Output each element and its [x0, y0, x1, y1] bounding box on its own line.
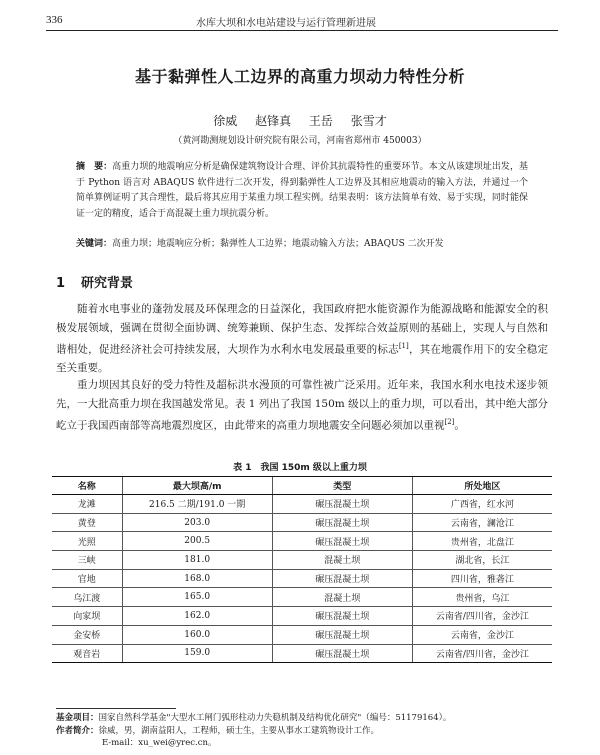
table-row — [52, 607, 552, 626]
table-row — [52, 513, 552, 532]
table-cell: 216.5 二期/191.0 一期 — [122, 495, 272, 514]
table-header-cell: 名称 — [52, 477, 122, 495]
paragraph-text: 。 — [454, 419, 465, 432]
table-cell: 光照 — [52, 532, 122, 551]
table-cell: 碾压混凝土坝 — [272, 532, 412, 551]
author-note — [56, 725, 556, 738]
citation-ref: [1] — [398, 342, 409, 351]
keywords — [76, 237, 546, 251]
page-number: 336 — [46, 14, 63, 26]
footnote — [56, 712, 556, 750]
table-cell: 碾压混凝土坝 — [272, 644, 412, 663]
abstract — [76, 160, 528, 222]
table-cell: 云南省，金沙江 — [412, 625, 552, 644]
fund-text: 国家自然科学基金"大型水工闸门弧形柱动力失稳机制及结构优化研究"（编号：51179164）。 — [98, 713, 452, 723]
table-cell: 向家坝 — [52, 607, 122, 626]
paragraph-text: 重力坝因其良好的受力特性及超标洪水漫顶的可靠性被广泛采用。近年来，我国水利水电技术逐步领先，一大批高重力坝在我国越发常见。表 1 列出了我国 150m 级以上的重力坝，可以看出，其中绝大部分屹立于我国西南部等高地震烈度区，由此带来的高重力坝地震安全问题必须加以重视 — [56, 379, 548, 432]
table-cell: 碾压混凝土坝 — [272, 513, 412, 532]
section-heading — [56, 272, 133, 291]
table-cell: 观音岩 — [52, 644, 122, 663]
table-row — [52, 588, 552, 607]
table-row — [52, 551, 552, 570]
table-header-cell: 类型 — [272, 477, 412, 495]
table-cell: 官地 — [52, 569, 122, 588]
table-cell: 181.0 — [122, 551, 272, 570]
dam-table — [52, 476, 552, 663]
section-number: 1 — [56, 276, 66, 291]
table-cell: 混凝土坝 — [272, 588, 412, 607]
paragraph-text: 随着水电事业的蓬勃发展及环保理念的日益深化，我国政府把水能资源作为能源战略和能源安全的积极发展领域，强调在贯彻全面协调、统筹兼顾、保护生态、发挥综合效益原则的基础上，实现人与自然和谐相处，促进经济社会可持续发展，大坝作为水利水电发展最重要的标志 — [56, 303, 548, 356]
table-cell: 黄登 — [52, 513, 122, 532]
table-row — [52, 495, 552, 514]
table-cell: 162.0 — [122, 607, 272, 626]
table-cell: 168.0 — [122, 569, 272, 588]
table-cell: 三峡 — [52, 551, 122, 570]
body-paragraph — [56, 376, 548, 435]
table-cell: 云南省，澜沧江 — [412, 513, 552, 532]
fund-label: 基金项目： — [56, 713, 99, 723]
section-title: 研究背景 — [81, 276, 134, 291]
table-row — [52, 625, 552, 644]
table-cell: 广西省，红水河 — [412, 495, 552, 514]
fund-note — [56, 712, 556, 725]
journal-title: 水库大坝和水电站建设与运行管理新进展 — [196, 18, 376, 29]
citation-ref: [2] — [444, 418, 455, 427]
table-cell: 碾压混凝土坝 — [272, 607, 412, 626]
table-header-cell: 最大坝高/m — [122, 477, 272, 495]
table-cell: 金安桥 — [52, 625, 122, 644]
table-header-row — [52, 477, 552, 495]
abstract-label: 摘 要： — [76, 162, 113, 172]
table-caption: 表 1 我国 150m 级以上重力坝 — [233, 463, 367, 473]
running-header — [46, 12, 558, 31]
author-bio-text: 徐威，男，湖南益阳人，工程师，硕士生，主要从事水工建筑物设计工作。 — [98, 725, 380, 736]
table-cell: 乌江渡 — [52, 588, 122, 607]
table-header-cell: 所处地区 — [412, 477, 552, 495]
table-cell: 云南省/四川省，金沙江 — [412, 607, 552, 626]
table-cell: 200.5 — [122, 532, 272, 551]
author-name: 徐威 — [213, 114, 238, 128]
footnote-divider — [56, 708, 176, 709]
keywords-text: 高重力坝；地震响应分析；黏弹性人工边界；地震动输入方法；ABAQUS 二次开发 — [112, 239, 444, 249]
author-list — [0, 112, 600, 129]
author-email: E-mail：xu_wei@yrec.cn。 — [102, 738, 217, 748]
table-cell: 159.0 — [122, 644, 272, 663]
table-cell: 碾压混凝土坝 — [272, 625, 412, 644]
table-cell: 湖北省，长江 — [412, 551, 552, 570]
table-cell: 203.0 — [122, 513, 272, 532]
affiliation: （黄河勘测规划设计研究院有限公司，河南省郑州市 450003） — [173, 136, 427, 146]
table-cell: 碾压混凝土坝 — [272, 569, 412, 588]
table-cell: 贵州省，乌江 — [412, 588, 552, 607]
table-cell: 165.0 — [122, 588, 272, 607]
paragraph-text: ，其在地震作用下的安全稳定至关重要。 — [56, 343, 549, 375]
table-cell: 碾压混凝土坝 — [272, 495, 412, 514]
keywords-label: 关键词： — [76, 239, 113, 249]
table-cell: 160.0 — [122, 625, 272, 644]
table-row — [52, 569, 552, 588]
table-cell: 四川省，雅砻江 — [412, 569, 552, 588]
abstract-text: 高重力坝的地震响应分析是确保建筑物设计合理、评价其抗震特性的重要环节。本文从该建坝址出发，基于 Python 语言对 ABAQUS 软件进行二次开发，得到黏弹性人工边界及其相应地震动的输入方法，并通过一个简单算例证明了其合理性，最后将其应用于某重力坝工程实例。结果表明：该方法简单有效、易于实现，同时能保证一定的精度，适合于高混凝土重力坝抗震分析。 — [76, 162, 528, 219]
table-cell: 贵州省，北盘江 — [412, 532, 552, 551]
table-row — [52, 644, 552, 663]
paper-title: 基于黏弹性人工边界的高重力坝动力特性分析 — [134, 67, 465, 86]
author-name: 王岳 — [308, 114, 333, 128]
body-paragraph — [56, 300, 548, 378]
table-cell: 龙滩 — [52, 495, 122, 514]
author-bio-label: 作者简介： — [56, 725, 99, 736]
author-name: 赵锋真 — [255, 114, 292, 128]
table-cell: 混凝土坝 — [272, 551, 412, 570]
table-cell: 云南省/四川省，金沙江 — [412, 644, 552, 663]
table-row — [52, 532, 552, 551]
author-name: 张雪才 — [350, 114, 387, 128]
